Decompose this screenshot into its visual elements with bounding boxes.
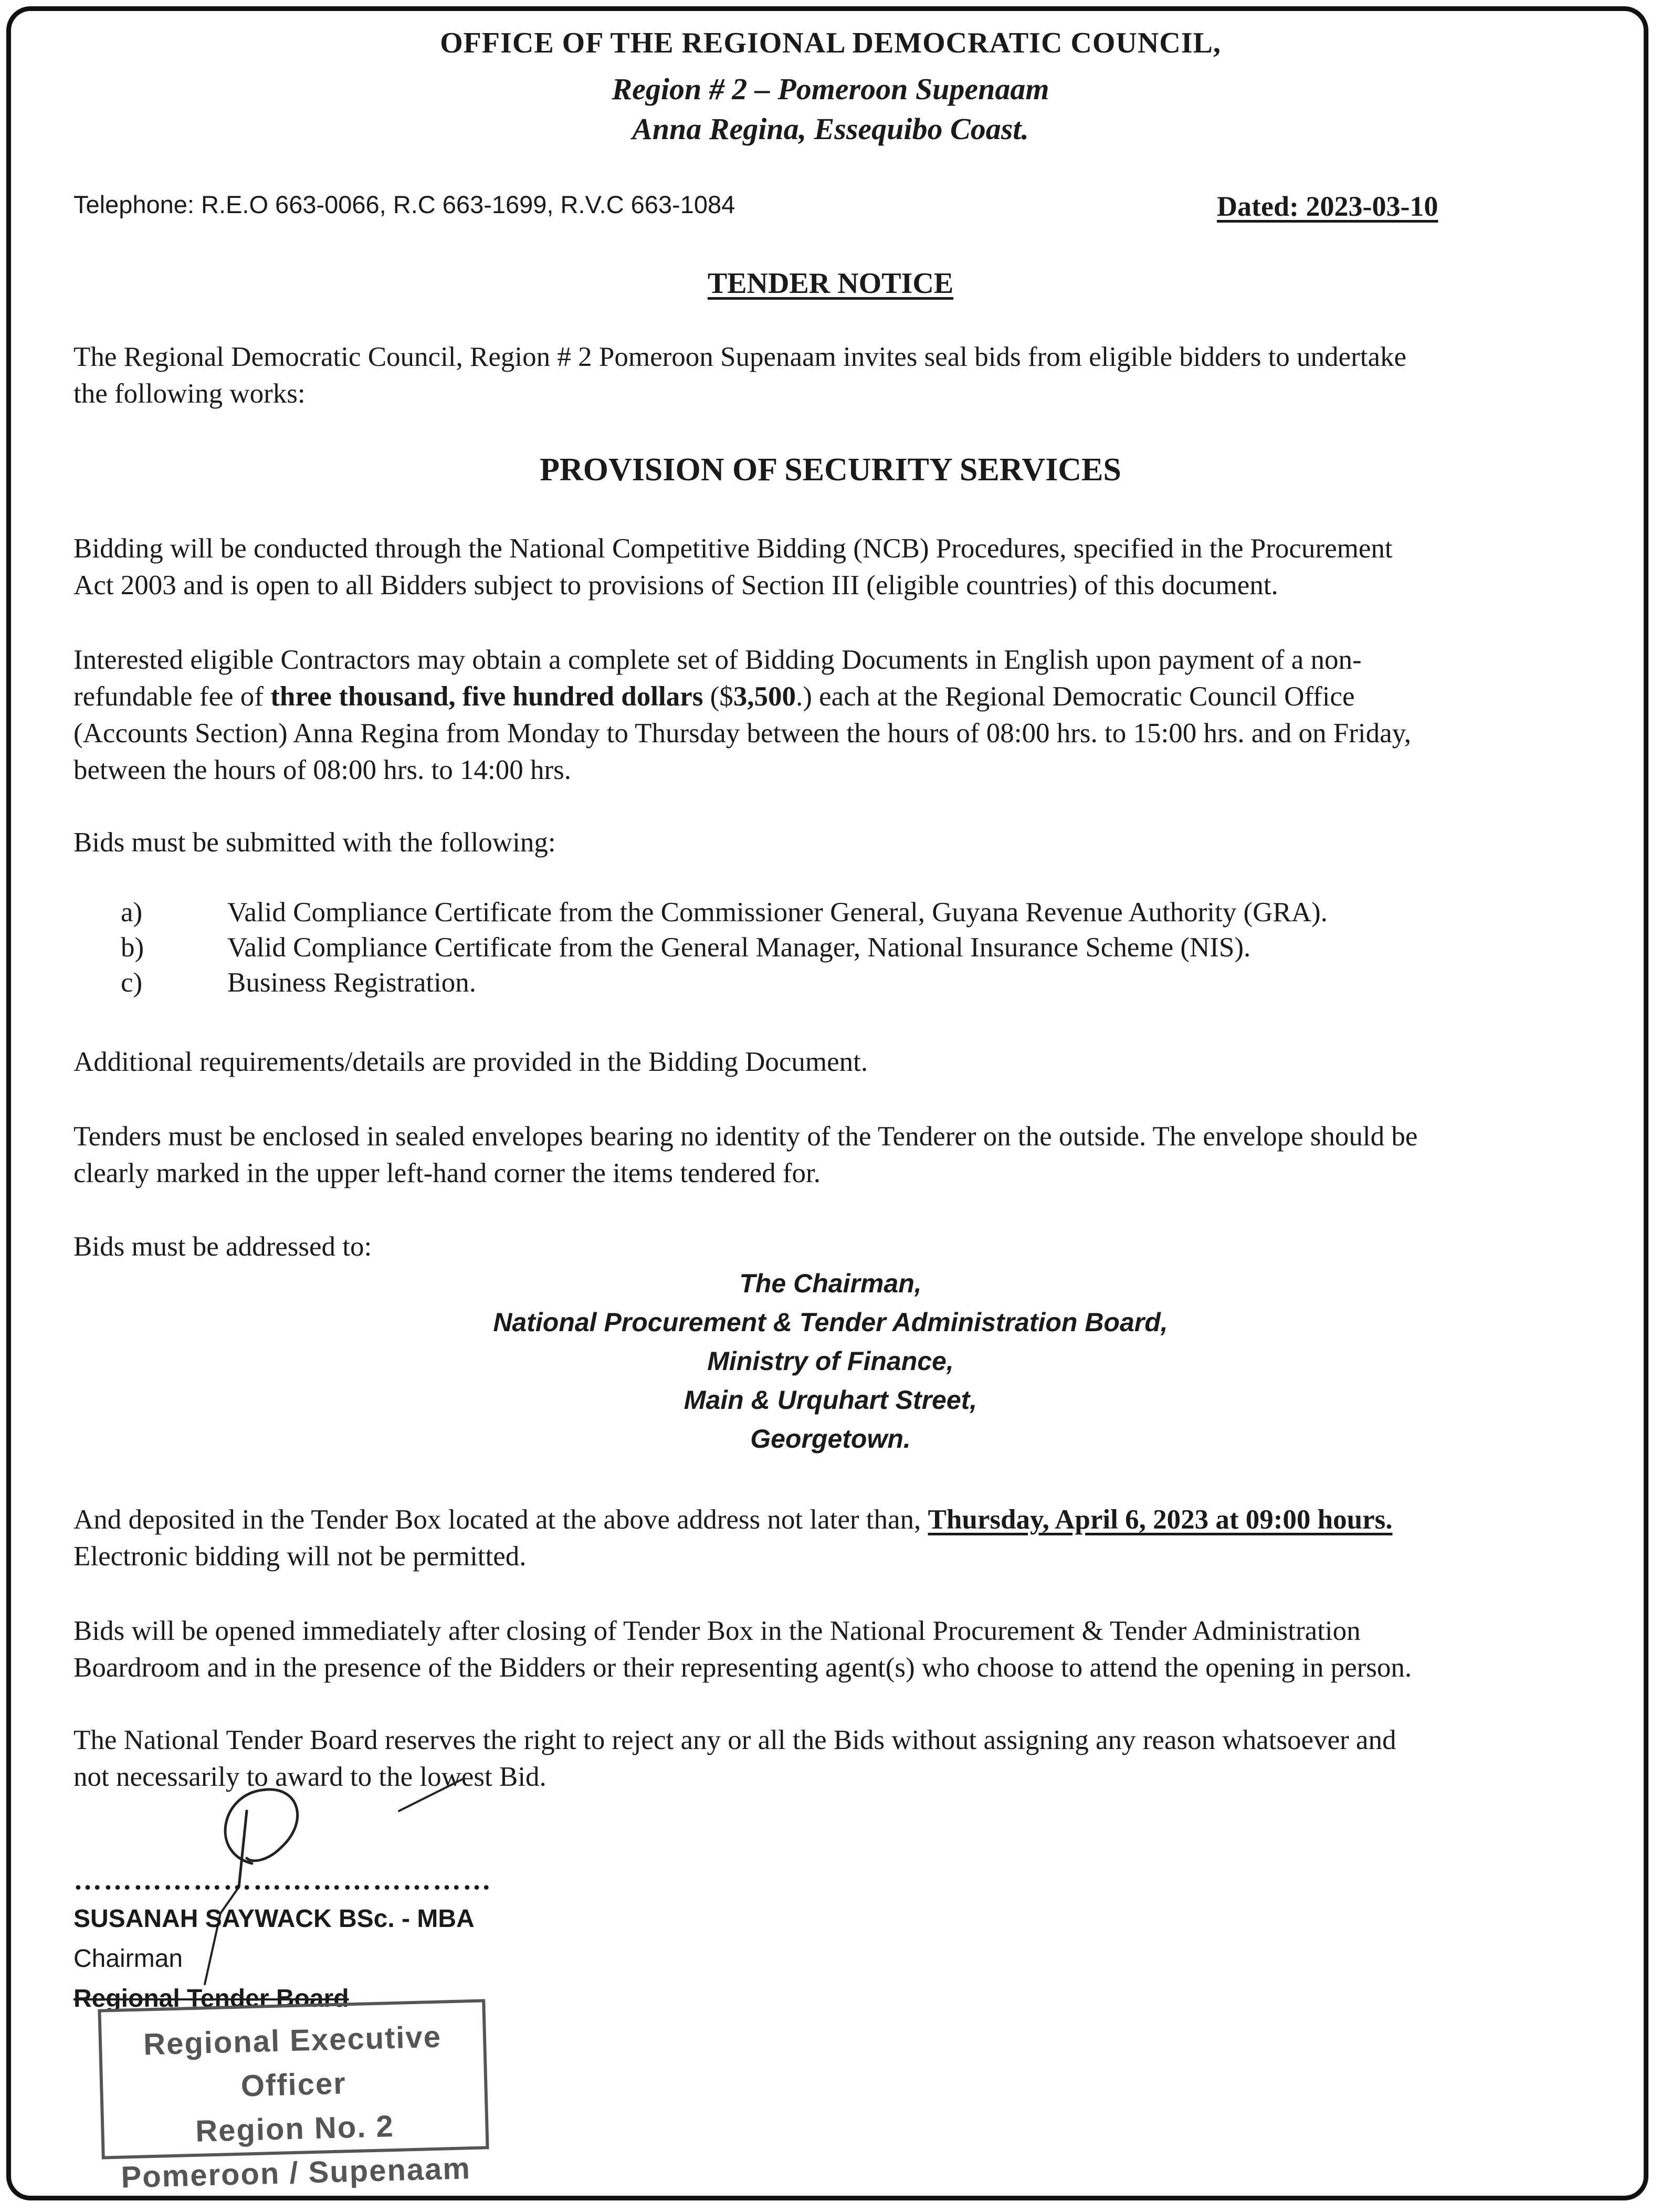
fee-line-2 xyxy=(73,678,1627,715)
envelopes-line-2: clearly marked in the upper left-hand corner the items tendered for. xyxy=(73,1158,821,1188)
signatory-board: Regional Tender Board xyxy=(73,1985,349,2013)
rights-line-2: not necessarily to award to the lowest Bid. xyxy=(73,1762,546,1792)
header-location: Anna Regina, Essequibo Coast. xyxy=(632,112,1029,146)
address-line: National Procurement & Tender Administration Board, xyxy=(493,1308,1168,1337)
stamp-line-2: Region No. 2 xyxy=(195,2109,395,2148)
deadline-line-1 xyxy=(73,1501,1627,1538)
stamp-line-3: Pomeroon / Supenaam xyxy=(120,2151,471,2195)
dated: Dated: 2023-03-10 xyxy=(1217,191,1438,222)
intro-line-1: The Regional Democratic Council, Region # 2 Pomeroon Supenaam invites seal bids from eligible bidders to undertake xyxy=(73,342,1407,372)
envelopes-paragraph xyxy=(73,1118,1627,1192)
fee-amount-words: three thousand, five hundred dollars xyxy=(270,681,703,712)
opening-line-1: Bids will be opened immediately after closing of Tender Box in the National Procurement & Tender Administration xyxy=(73,1616,1361,1646)
signatory-role: Chairman xyxy=(73,1945,183,1973)
fee-amount: 3,500 xyxy=(733,681,796,712)
additional-requirements: Additional requirements/details are provided in the Bidding Document. xyxy=(73,1047,868,1077)
signatory-name: SUSANAH SAYWACK BSc. - MBA xyxy=(73,1905,475,1933)
fee-text-b: ($ xyxy=(703,681,733,712)
bidding-line-2: Act 2003 and is open to all Bidders subject to provisions of Section III (eligible countries) of this document. xyxy=(73,570,1278,601)
signature-line: …………………………………… xyxy=(73,1864,492,1895)
intro-line-2: the following works: xyxy=(73,378,306,409)
header-office: OFFICE OF THE REGIONAL DEMOCRATIC COUNCIL, xyxy=(440,27,1221,59)
fee-text-c: .) each at the Regional Democratic Council Office xyxy=(795,681,1355,712)
address-line: Ministry of Finance, xyxy=(707,1346,954,1376)
requirement-text: Valid Compliance Certificate from the General Manager, National Insurance Scheme (NIS). xyxy=(227,932,1251,963)
address-intro: Bids must be addressed to: xyxy=(73,1231,372,1262)
requirement-text: Business Registration. xyxy=(227,967,477,998)
fee-paragraph xyxy=(73,641,1627,788)
requirement-text: Valid Compliance Certificate from the Commissioner General, Guyana Revenue Authority (GRA). xyxy=(227,897,1328,928)
bidding-paragraph xyxy=(73,530,1627,604)
address-line: The Chairman, xyxy=(739,1269,922,1298)
intro-paragraph xyxy=(73,339,1627,412)
requirement-key: a) xyxy=(121,897,143,928)
notice-title: TENDER NOTICE xyxy=(707,267,954,300)
deadline-paragraph xyxy=(73,1501,1627,1575)
deadline-line-2: Electronic bidding will not be permitted. xyxy=(73,1541,527,1572)
works-title: PROVISION OF SECURITY SERVICES xyxy=(540,452,1121,488)
opening-paragraph xyxy=(73,1613,1627,1686)
header-region: Region # 2 – Pomeroon Supenaam xyxy=(612,72,1049,106)
fee-text-a: refundable fee of xyxy=(73,681,271,712)
fee-line-1: Interested eligible Contractors may obtain a complete set of Bidding Documents in English upon payment of a non- xyxy=(73,645,1362,675)
fee-line-3: (Accounts Section) Anna Regina from Monday to Thursday between the hours of 08:00 hrs. to 15:00 hrs. and on Friday, xyxy=(73,718,1411,749)
envelopes-line-1: Tenders must be enclosed in sealed envelopes bearing no identity of the Tenderer on the outside. The envelope should be xyxy=(73,1121,1418,1152)
address-line: Main & Urquhart Street, xyxy=(684,1385,977,1415)
fee-line-4: between the hours of 08:00 hrs. to 14:00 hrs. xyxy=(73,755,571,785)
opening-line-2: Boardroom and in the presence of the Bidders or their representing agent(s) who choose to attend the opening in person. xyxy=(73,1652,1412,1683)
rights-line-1: The National Tender Board reserves the right to reject any or all the Bids without assigning any reason whatsoever and xyxy=(73,1725,1396,1755)
office-stamp xyxy=(98,1999,489,2195)
address-line: Georgetown. xyxy=(750,1424,911,1453)
deadline-text: And deposited in the Tender Box located at the above address not later than, xyxy=(73,1504,928,1535)
requirement-key: c) xyxy=(121,967,143,998)
requirements-intro: Bids must be submitted with the following: xyxy=(73,827,556,858)
requirement-key: b) xyxy=(121,932,144,963)
stamp-line-1: Regional Executive Officer xyxy=(143,2019,442,2103)
bidding-line-1: Bidding will be conducted through the National Competitive Bidding (NCB) Procedures, specified in the Procurement xyxy=(73,533,1393,564)
deadline-date: Thursday, April 6, 2023 at 09:00 hours. xyxy=(928,1504,1393,1535)
telephone-line: Telephone: R.E.O 663-0066, R.C 663-1699, R.V.C 663-1084 xyxy=(73,191,735,218)
